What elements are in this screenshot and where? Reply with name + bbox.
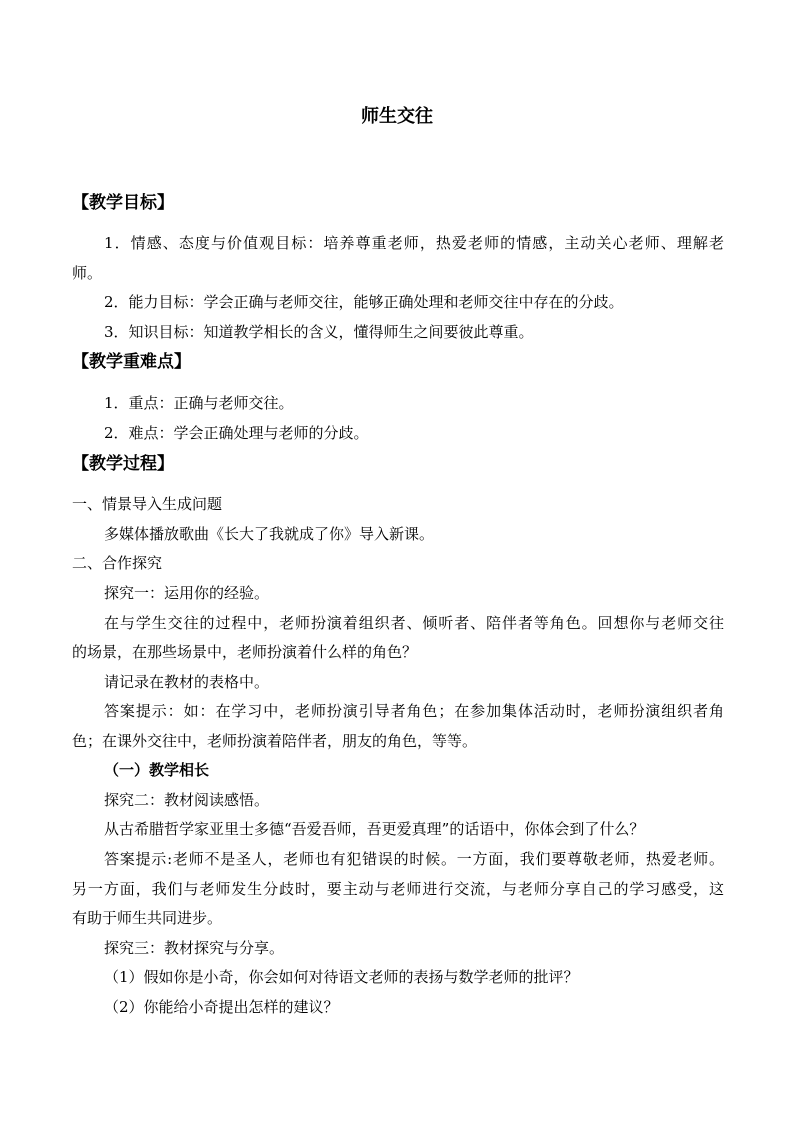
process-line-4: 探究一：运用你的经验。 — [104, 584, 270, 602]
goal-line-3: 3．知识目标：知道教学相长的含义，懂得师生之间要彼此尊重。 — [104, 323, 534, 341]
process-line-14: 另一方面，我们与老师发生分歧时，要主动与老师进行交流，与老师分享自己的学习感受，这 — [72, 880, 724, 898]
process-subheading: （一）教学相长 — [104, 761, 210, 779]
process-line-9: 色；在课外交往中，老师扮演着陪伴者，朋友的角色，等等。 — [72, 732, 478, 750]
process-line-2: 多媒体播放歌曲《长大了我就成了你》导入新课。 — [104, 525, 435, 543]
document-title: 师生交往 — [361, 106, 433, 127]
process-line-7: 请记录在教材的表格中。 — [104, 673, 270, 691]
process-line-15: 有助于师生共同进步。 — [72, 909, 223, 927]
process-line-1: 一、情景导入生成问题 — [72, 495, 223, 513]
process-heading: 【教学过程】 — [72, 454, 174, 474]
key-point-1: 1．重点：正确与老师交往。 — [104, 394, 294, 412]
process-line-18: （2）你能给小奇提出怎样的建议？ — [104, 998, 339, 1016]
process-line-8: 答案提示：如：在学习中，老师扮演引导者角色；在参加集体活动时，老师扮演组织者角 — [104, 702, 724, 720]
process-line-13: 答案提示:老师不是圣人，老师也有犯错误的时候。一方面，我们要尊敬老师，热爱老师。 — [104, 850, 724, 868]
process-line-17: （1）假如你是小奇，你会如何对待语文老师的表扬与数学老师的批评？ — [104, 968, 579, 986]
key-point-2: 2．难点：学会正确处理与老师的分歧。 — [104, 424, 369, 442]
process-line-16: 探究三：教材探究与分享。 — [104, 939, 285, 957]
goal-line-2: 2．能力目标：学会正确与老师交往，能够正确处理和老师交往中存在的分歧。 — [104, 293, 624, 311]
process-line-5: 在与学生交往的过程中，老师扮演着组织者、倾听者、陪伴者等角色。回想你与老师交往 — [104, 614, 724, 632]
goal-line-1: 1．情感、态度与价值观目标：培养尊重老师，热爱老师的情感，主动关心老师、理解老 — [104, 234, 724, 252]
process-line-12: 从古希腊哲学家亚里士多德“吾爱吾师，吾更爱真理”的话语中，你体会到了什么？ — [104, 820, 645, 838]
process-line-3: 二、合作探究 — [72, 554, 163, 572]
key-points-heading: 【教学重难点】 — [72, 352, 191, 372]
process-line-11: 探究二：教材阅读感悟。 — [104, 791, 270, 809]
goals-heading: 【教学目标】 — [72, 193, 174, 213]
process-line-6: 的场景，在那些场景中，老师扮演着什么样的角色？ — [72, 643, 418, 661]
goal-line-1-cont: 师。 — [72, 264, 103, 282]
